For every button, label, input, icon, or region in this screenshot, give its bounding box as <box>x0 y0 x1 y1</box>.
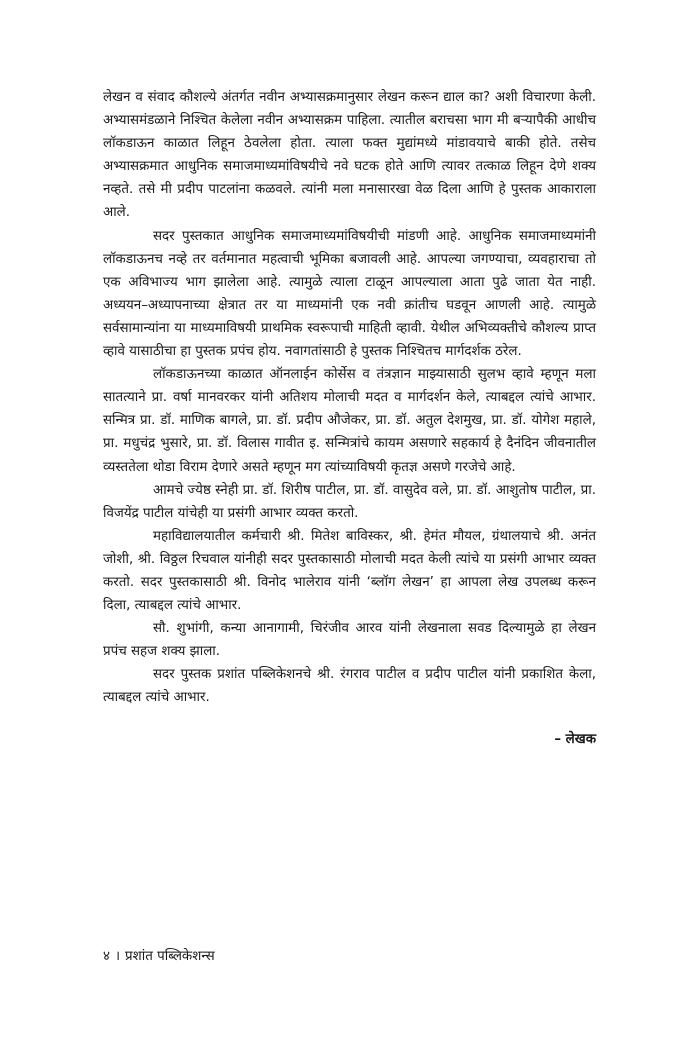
footer-separator: । <box>114 949 121 964</box>
page-footer <box>103 947 215 967</box>
paragraph-book-content: सदर पुस्तकात आधुनिक समाजमाध्यमांविषयीची मांडणी आहे. आधुनिक समाजमाध्यमांनी लॉकडाऊनच नव्हे तर वर्तमानात महत्वाची भूमिका बजावली आहे. आपल्या जगण्याचा, व्यवहाराचा तो एक अविभाज्य भाग झालेला आहे. त्यामुळे त्याला टाळून आपल्याला आता पुढे जाता येत नाही. अध्ययन–अध्यापनाच्या क्षेत्रात तर या माध्यमांनी एक नवी क्रांतीच घडवून आणली आहे. त्यामुळे सर्वसामान्यांना या माध्यमाविषयी प्राथमिक स्वरूपाची माहिती व्हावी. येथील अभिव्यक्तीचे कौशल्य प्राप्त व्हावे यासाठीचा हा पुस्तक प्रपंच होय. नवागतांसाठी हे पुस्तक निश्चितच मार्गदर्शक ठरेल. <box>103 228 596 360</box>
paragraph-acknowledgement-seniors: आमचे ज्येष्ठ स्नेही प्रा. डॉ. शिरीष पाटील, प्रा. डॉ. वासुदेव वले, प्रा. डॉ. आशुतोष पाटील, प्रा. विजयेंद्र पाटील यांचेही या प्रसंगी आभार व्यक्त करतो. <box>103 482 596 521</box>
page-number: ४ <box>103 949 110 964</box>
publisher-name: प्रशांत पब्लिकेशन्स <box>125 949 215 964</box>
author-signature: – लेखक <box>554 731 596 747</box>
page-body <box>103 86 596 751</box>
paragraph-acknowledgement-publisher: सदर पुस्तक प्रशांत पब्लिकेशनचे श्री. रंगराव पाटील व प्रदीप पाटील यांनी प्रकाशित केला, त्याबद्दल त्यांचे आभार. <box>103 667 596 706</box>
paragraph-acknowledgement-colleagues: लॉकडाऊनच्या काळात ऑनलाईन कोर्सेस व तंत्रज्ञान माझ्यासाठी सुलभ व्हावे म्हणून मला सातत्याने प्रा. वर्षा मानवरकर यांनी अतिशय मोलाची मदत व मार्गदर्शन केले, त्याबद्दल त्यांचे आभार. सन्मित्र प्रा. डॉ. माणिक बागले, प्रा. डॉ. प्रदीप औजेकर, प्रा. डॉ. अतुल देशमुख, प्रा. डॉ. योगेश महाले, प्रा. मधुचंद्र भुसारे, प्रा. डॉ. विलास गावीत इ. सन्मित्रांचे कायम असणारे सहकार्य हे दैनंदिन जीवनातील व्यस्ततेला थोडा विराम देणारे असते म्हणून मग त्यांच्याविषयी कृतज्ञ असणे गरजेचे आहे. <box>103 367 596 475</box>
paragraph-intro: लेखन व संवाद कौशल्ये अंतर्गत नवीन अभ्यासक्रमानुसार लेखन करून द्याल का? अशी विचारणा केली. अभ्यासमंडळाने निश्चित केलेला नवीन अभ्यासक्रम पाहिला. त्यातील बराचसा भाग मी बऱ्यापैकी आधीच लॉकडाऊन काळात लिहून ठेवलेला होता. त्याला फक्त मुद्यांमध्ये मांडावयाचे बाकी होते. तसेच अभ्यासक्रमात आधुनिक समाजमाध्यमांविषयीचे नवे घटक होते आणि त्यावर तत्काळ लिहून देणे शक्य नव्हते. तसे मी प्रदीप पाटलांना कळवले. त्यांनी मला मनासारखा वेळ दिला आणि हे पुस्तक आकाराला आले. <box>103 90 596 221</box>
paragraph-acknowledgement-staff: महाविद्यालयातील कर्मचारी श्री. मितेश बाविस्कर, श्री. हेमंत मौयल, ग्रंथालयाचे श्री. अनंत जोशी, श्री. विठ्ठल रिचवाल यांनीही सदर पुस्तकासाठी मोलाची मदत केली त्यांचे या प्रसंगी आभार व्यक्त करतो. सदर पुस्तकासाठी श्री. विनोद भालेराव यांनी ‘ब्लॉग लेखन’ हा आपला लेख उपलब्ध करून दिला, त्याबद्दल त्यांचे आभार. <box>103 528 596 614</box>
paragraph-acknowledgement-family: सौ. शुभांगी, कन्या आनागामी, चिरंजीव आरव यांनी लेखनाला सवड दिल्यामुळे हा लेखन प्रपंच सहज शक्य झाला. <box>103 621 596 660</box>
